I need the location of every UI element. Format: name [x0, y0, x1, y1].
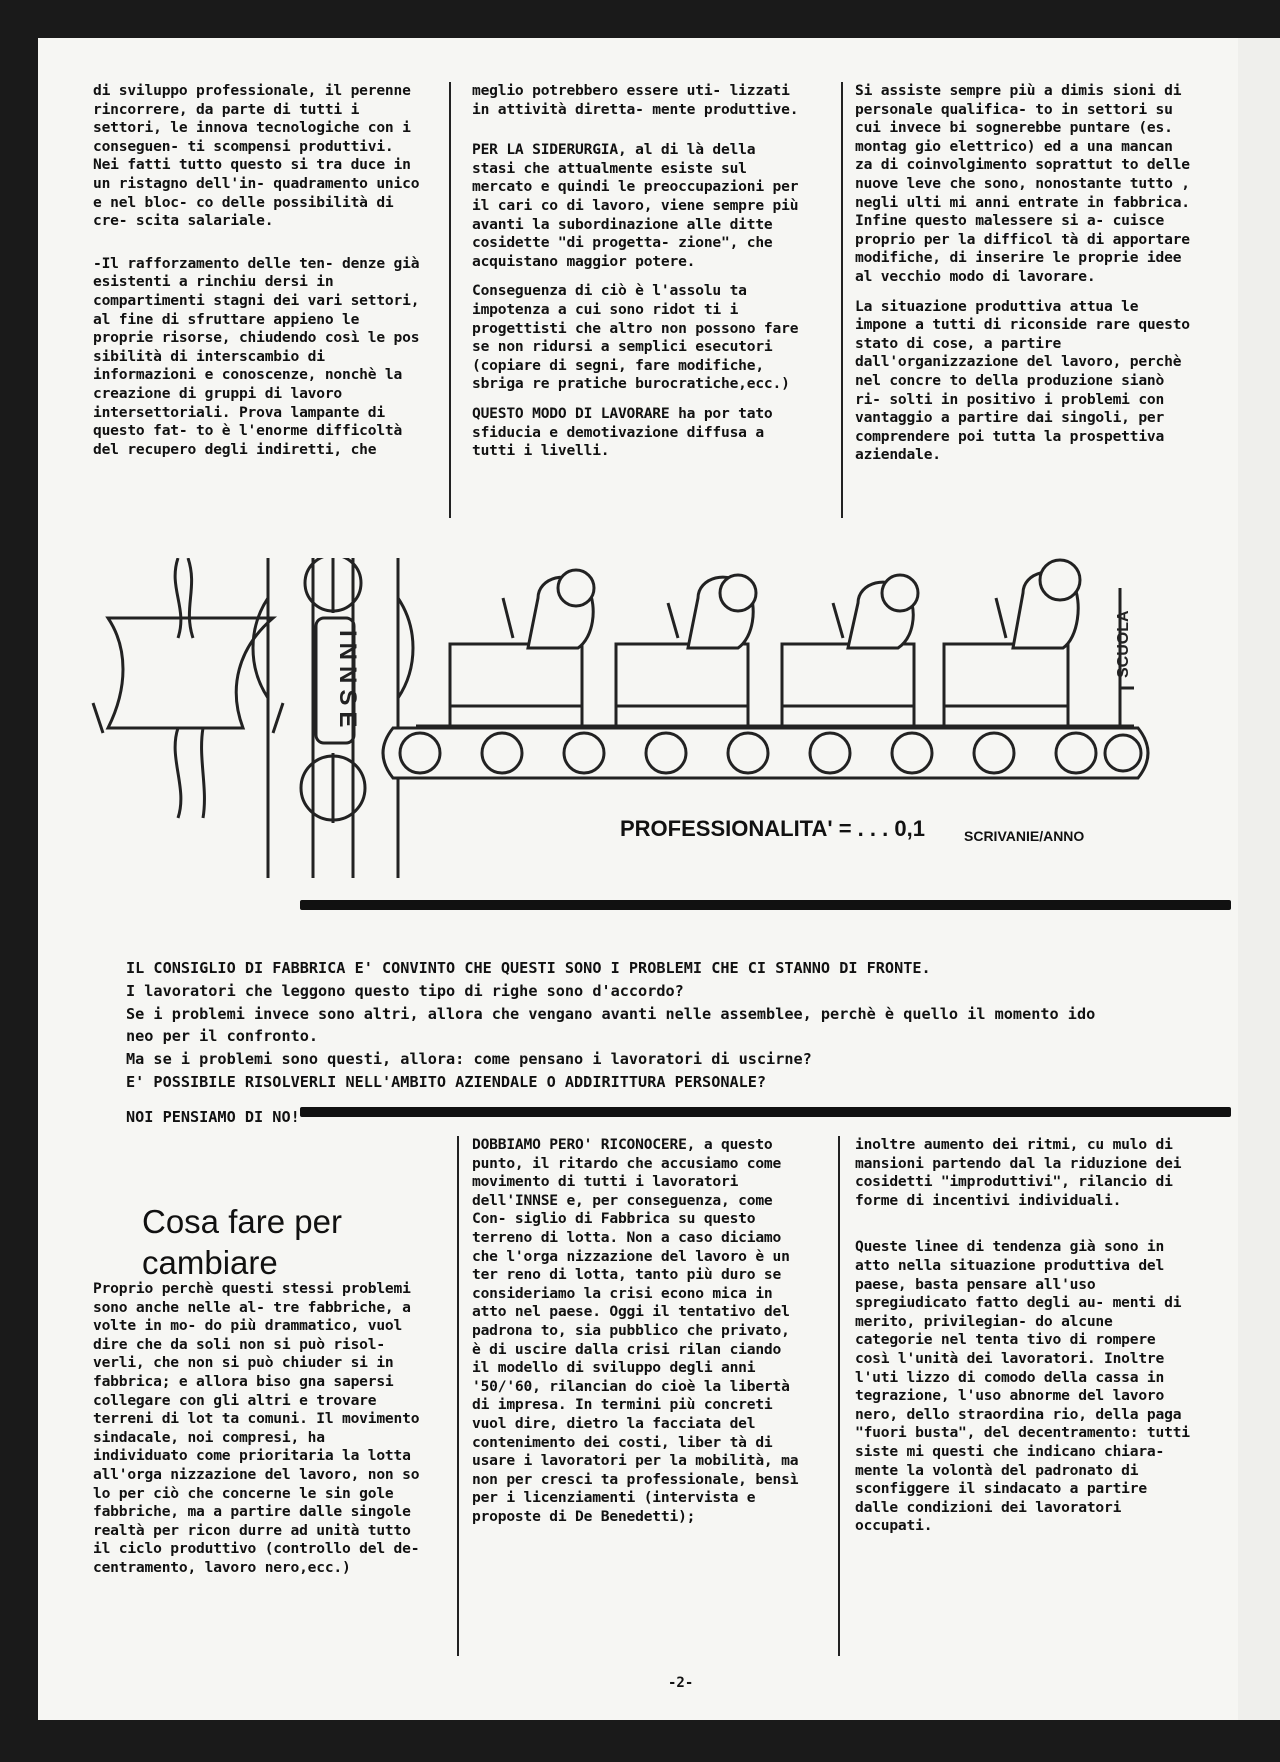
cartoon-sign: INNSE — [334, 630, 361, 734]
school-label: SCUOLA — [1115, 610, 1132, 678]
board-statement — [126, 957, 1095, 1129]
statement-conclusion: NOI PENSIAMO DI NO! — [126, 1107, 300, 1126]
statement-line: IL CONSIGLIO DI FABBRICA E' CONVINTO CHE QUESTI SONO I PROBLEMI CHE CI STANNO DI FRONTE. — [126, 959, 931, 977]
column-divider — [841, 82, 843, 518]
statement-line: Se i problemi invece sono altri, allora che vengano avanti nelle assemblee, perchè è quello il momento ido — [126, 1004, 1096, 1023]
top-column-1 — [93, 82, 423, 459]
paragraph: di sviluppo professionale, il perenne rincorrere, da parte di tutti i settori, le innova tecnologiche con i conseguen- ti scompensi produttivi. Nei fatti tutto questo si tra duce in un ristagno dell'in- quadramento unico e nel bloc- co delle possibilità di cre- scita salariale. — [93, 82, 420, 230]
section-title: Cosa fare per cambiare — [142, 1203, 342, 1281]
paragraph: DOBBIAMO PERO' RICONOCERE, a questo punto, il ritardo che accusiamo come movimento di tutti i lavoratori dell'INNSE e, per conseguenza, come Con- siglio di Fabbrica su questo terreno di lotta. Non a caso diciamo che l'orga nizzazione del lavoro è un ter reno di lotta, tanto più duro se consideriamo la crisi econo mica in atto nel paese. Oggi il tentativo del padrona to, sia pubblico che privato, è di uscire dalla crisi rilan ciando il modello di sviluppo degli anni '50/'60, rilancian do cioè la libertà di impresa. In termini più concreti vuol dire, dietro la facciata del contenimento dei costi, liber tà di usare i lavoratori per la mobilità, ma non per cresci ta professionale, bensì per i licenziamenti (intervista e proposte di De Benedetti); — [472, 1136, 799, 1525]
top-column-3 — [855, 82, 1193, 465]
paragraph: Conseguenza di ciò è l'assolu ta impotenza a cui sono ridot ti i progettisti che altro non possono fare se non ridursi a semplici esecutori (copiare di segni, fare modifiche, sbriga re pratiche burocratiche,ecc.) — [472, 282, 799, 393]
statement-line: Ma se i problemi sono questi, allora: come pensano i lavoratori di uscirne? — [126, 1050, 812, 1069]
cartoon-illustration — [38, 558, 1243, 918]
page-number: -2- — [668, 1675, 694, 1691]
paragraph: QUESTO MODO DI LAVORARE ha por tato sfiducia e demotivazione diffusa a tutti i livelli. — [472, 404, 773, 460]
paragraph: Queste linee di tendenza già sono in atto nella situazione produttiva del paese, basta pensare all'uso spregiudicato fatto degli au- menti di merito, privilegian- do alcune categorie nel tenta tivo di rompere così l'unità dei lavoratori. Inoltre l'uti lizzo di comodo della cassa in tegrazione, l'uso abnorme del lavoro nero, dello straordina rio, della paga "fuori busta", del decentramento: tutti siste mi questi che indicano chiara- mente la volontà del padronato di sconfiggere il sindacato a partire dalle condizioni dei lavoratori occupati. — [855, 1238, 1190, 1535]
bottom-column-2 — [472, 1136, 800, 1526]
statement-line: I lavoratori che leggono questo tipo di righe sono d'accordo? — [126, 981, 684, 1000]
horizontal-rule — [300, 1107, 1231, 1117]
paragraph: inoltre aumento dei ritmi, cu mulo di mansioni partendo dal la riduzione dei cosidetti "improduttivi", rilancio di forme di incentivi individuali. — [855, 1136, 1182, 1209]
formula-unit: SCRIVANIE/ANNO — [964, 828, 1085, 844]
bottom-column-3 — [855, 1136, 1193, 1536]
paragraph: Proprio perchè questi stessi problemi sono anche nelle al- tre fabbriche, a volte in mo- do più drammatico, vuol dire che da soli non si può risol- verli, che non si può chiuder si in fabbrica; e allora biso gna sapersi collegare con gli altri e trovare terreni di lot ta comuni. Il movimento sindacale, noi compresi, ha individuato come prioritaria la lotta all'orga nizzazione del lavoro, non so lo per ciò che concerne le sin gole fabbriche, ma a partire dalle singole realtà per ricon durre ad unità tutto il ciclo produttivo (controllo del de- centramento, lavoro nero,ecc.) — [93, 1280, 420, 1576]
column-divider — [838, 1136, 840, 1656]
column-divider — [457, 1136, 459, 1656]
paragraph: -Il rafforzamento delle ten- denze già esistenti a rinchiu dersi in compartimenti stagni dei vari settori, al fine di sfruttare appieno le proprie risorse, chiudendo così le pos sibilità di interscambio di informazioni e conoscenze, nonchè la creazione di gruppi di lavoro intersettoriali. Prova lampante di questo fat- to è l'enorme difficoltà del recupero degli indiretti, che — [93, 254, 420, 458]
statement-line: neo per il confronto. — [126, 1027, 319, 1046]
top-column-2 — [472, 82, 802, 461]
paragraph: PER LA SIDERURGIA, al di là della stasi che attualmente esiste sul mercato e quindi le preoccupazioni per il cari co di lavoro, viene sempre più avanti la subordinazione alle ditte cosidette "di progetta- zione", che acquistano maggior potere. — [472, 141, 799, 270]
paragraph: La situazione produttiva attua le impone a tutti di riconside rare questo stato di cose, a partire dall'organizzazione del lavoro, perchè nel concre to della produzione sianò ri- solti in positivo i problemi con vantaggio a partire dai singoli, per comprendere poi tutta la prospettiva aziendale. — [855, 297, 1190, 464]
professionalita-formula: PROFESSIONALITA' = . . . 0,1 — [620, 816, 925, 841]
horizontal-rule — [300, 900, 1231, 910]
column-divider — [449, 82, 451, 518]
paragraph: meglio potrebbero essere uti- lizzati in attività diretta- mente produttive. — [472, 82, 799, 118]
next-page-edge — [1238, 38, 1280, 1720]
document-page — [38, 38, 1243, 1720]
statement-line: E' POSSIBILE RISOLVERLI NELL'AMBITO AZIENDALE O ADDIRITTURA PERSONALE? — [126, 1072, 767, 1091]
bottom-column-1 — [93, 1280, 423, 1578]
paragraph: Si assiste sempre più a dimis sioni di personale qualifica- to in settori su cui invece bi sognerebbe puntare (es. montag gio elettrico) ed a una mancan za di coinvolgimento soprattut to delle nuove leve che sono, nonostante tutto , negli ulti mi anni entrate in fabbrica. Infine questo malessere si a- cuisce proprio per la difficol tà di apportare modifiche, di inserire le proprie idee al vecchio modo di lavorare. — [855, 82, 1190, 285]
